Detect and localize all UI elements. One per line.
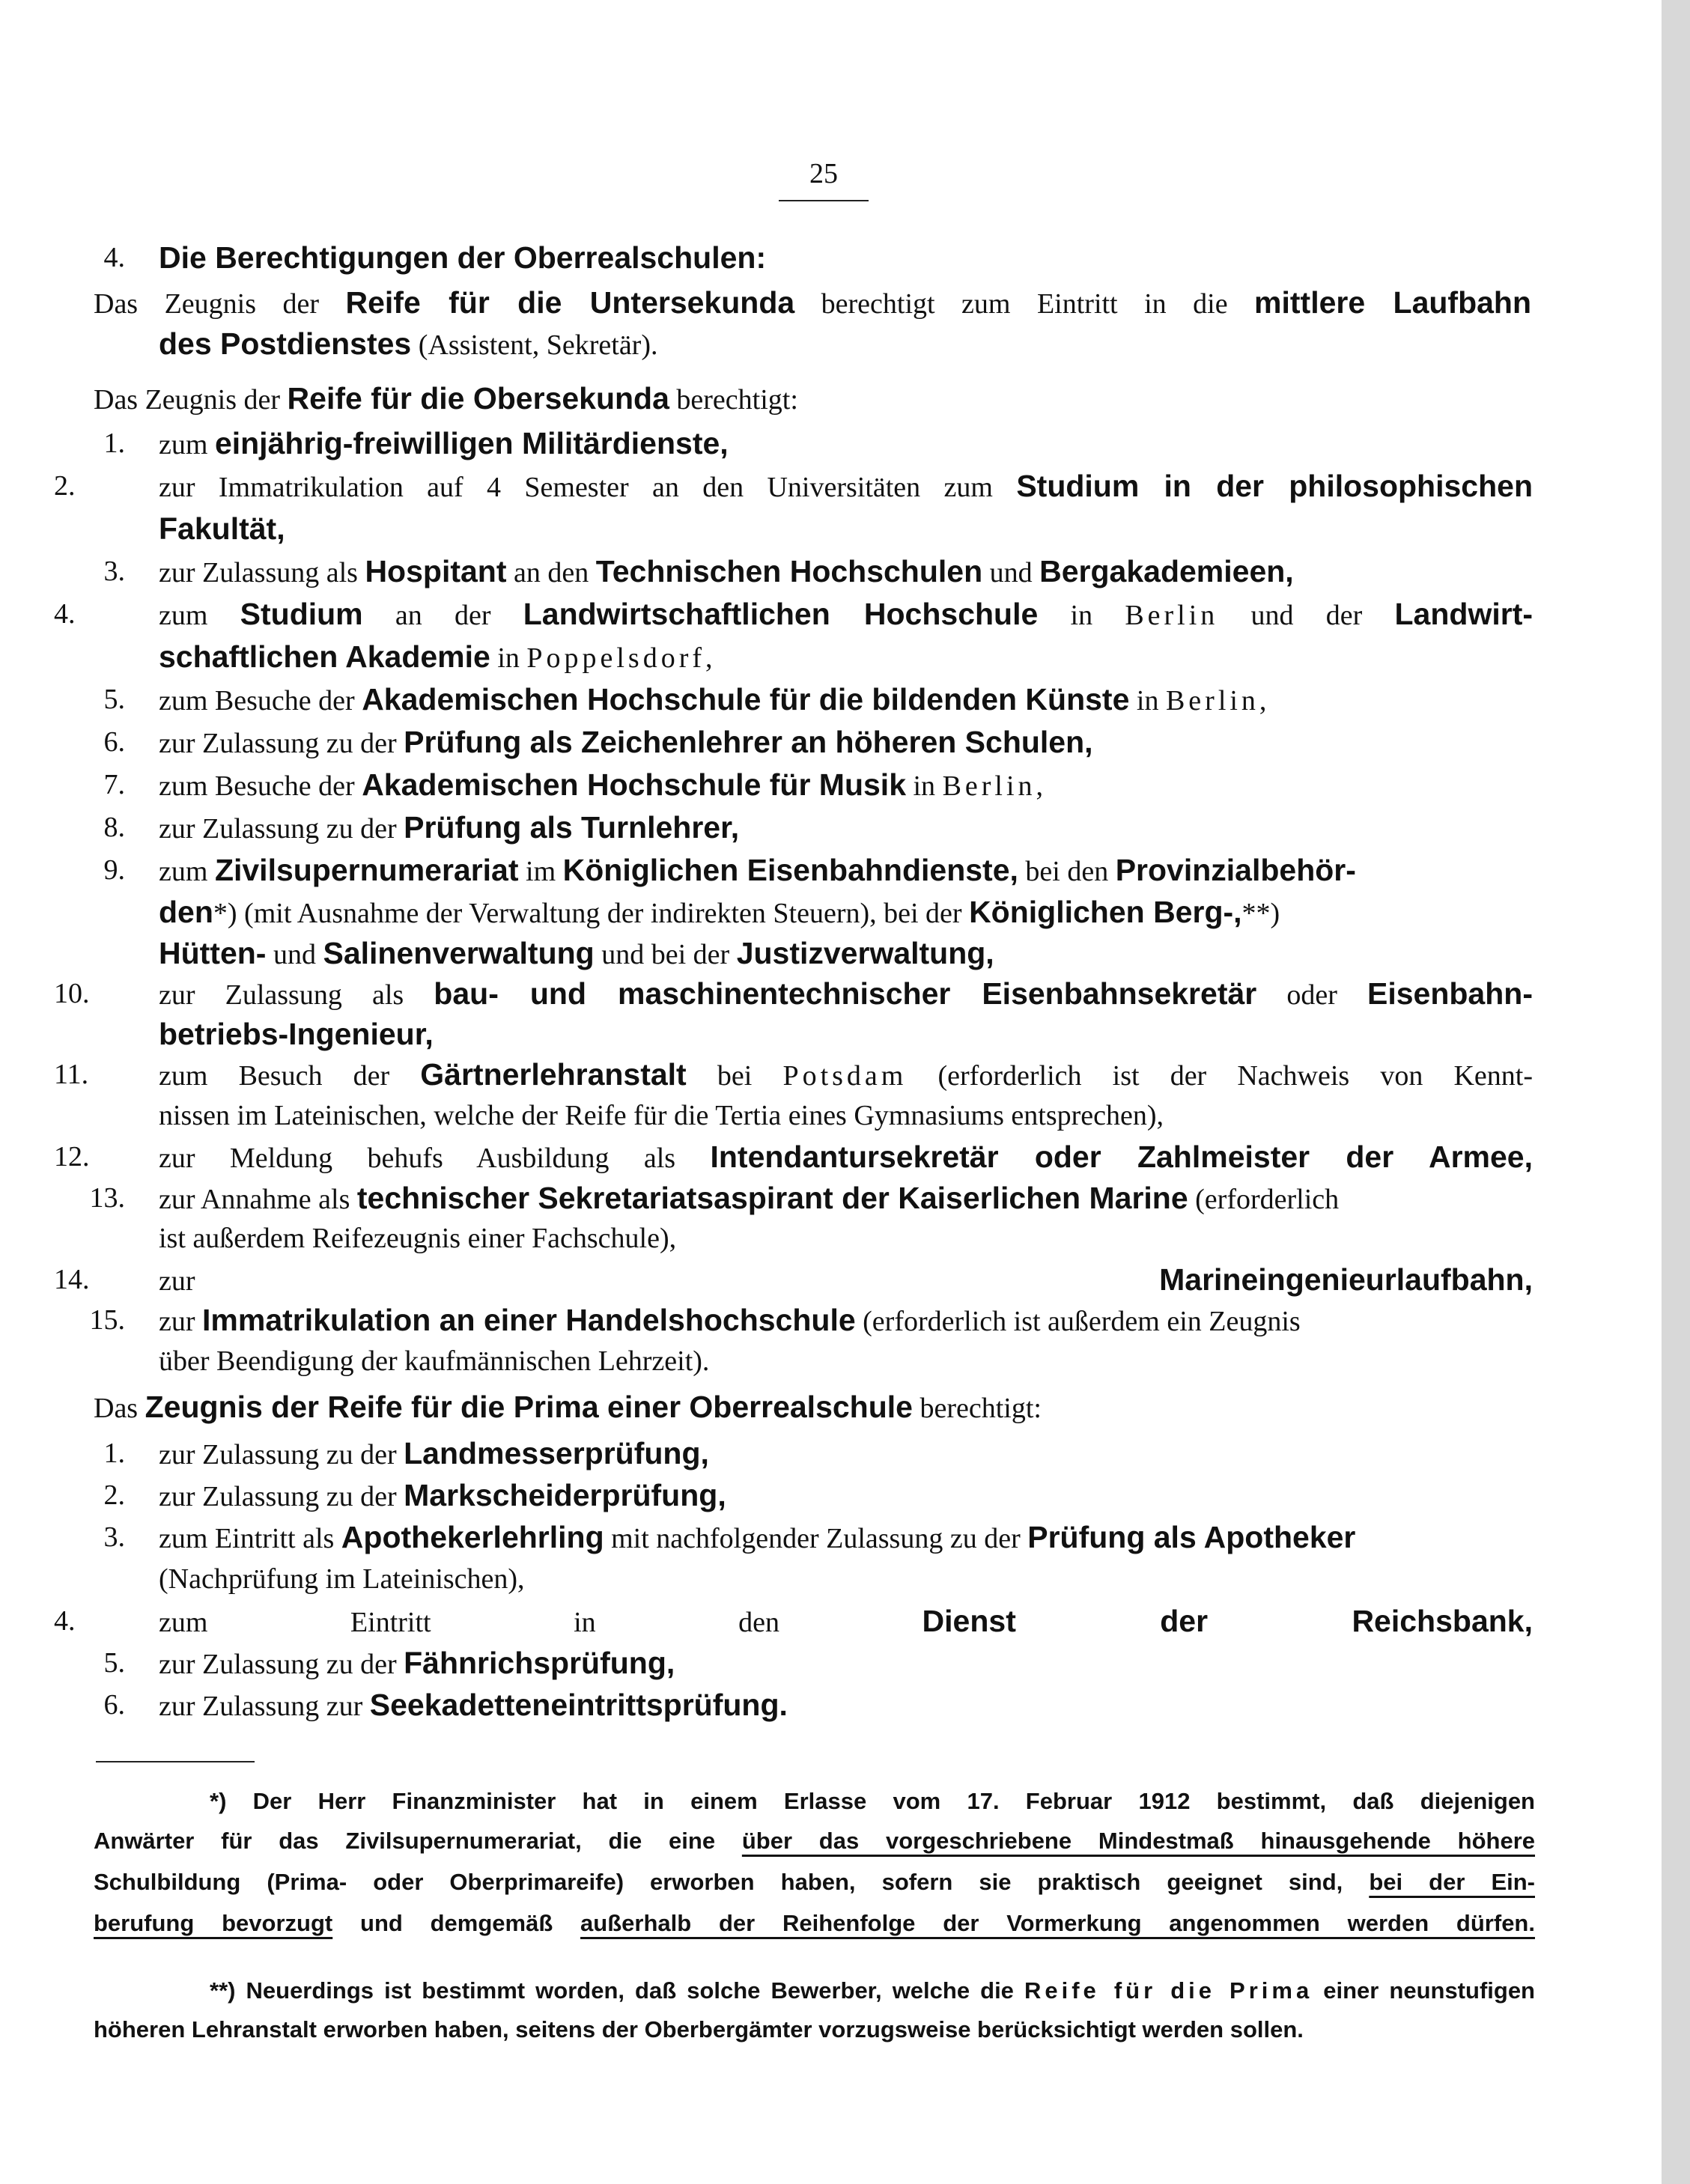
text-run: Schulbildung (Prima- oder Oberprimareife) erworben haben, sofern sie praktisch geeignet sind, xyxy=(94,1869,1370,1895)
text-run: und xyxy=(266,939,323,970)
list-item-line xyxy=(103,763,1533,806)
text-run: im xyxy=(518,856,563,887)
list-item-number: 10. xyxy=(54,978,90,1009)
underlined-run: außerhalb der Reihenfolge der Vormerkung angenommen werden dürfen. xyxy=(580,1910,1535,1936)
text-run: zum Besuche der xyxy=(159,770,362,802)
list-item-line xyxy=(103,1473,1533,1517)
bold-run: technischer Sekretariatsaspirant der Kaiserlichen Marine xyxy=(356,1181,1188,1215)
text-run: Das xyxy=(94,1393,139,1424)
bold-run: Technischen Hochschulen xyxy=(595,554,983,588)
list-item-line xyxy=(159,635,1533,678)
list-item-line xyxy=(103,848,1533,892)
text-run: bei xyxy=(686,1060,783,1092)
underlined-run: berufung bevorzugt xyxy=(94,1910,333,1936)
list-item-number: 5. xyxy=(103,684,125,715)
text-run: zum xyxy=(159,856,215,887)
bold-run: Studium xyxy=(240,597,363,631)
list-item-number: 12. xyxy=(54,1141,90,1172)
list-item-line xyxy=(103,720,1533,764)
text-run: **) Neuerdings ist bestimmt worden, daß solche Bewerber, welche die xyxy=(210,1977,1024,2004)
text-run: zur xyxy=(159,1265,1160,1297)
footnote-line xyxy=(210,1782,1535,1821)
text-run: **) xyxy=(1241,898,1280,929)
list-item-number: 6. xyxy=(103,726,125,758)
text-run: und der xyxy=(1218,600,1395,631)
spaced-run: Potsdam xyxy=(782,1060,908,1092)
list-item-line xyxy=(54,1258,1533,1301)
text-run: zur Zulassung zur xyxy=(159,1691,370,1722)
text-run: über Beendigung der kaufmännischen Lehrzeit). xyxy=(159,1345,710,1377)
spaced-run: Reife für die Prima xyxy=(1024,1977,1313,2004)
bold-run: Markscheiderprüfung, xyxy=(404,1478,726,1512)
text-run: und xyxy=(982,557,1040,588)
list-item-number: 3. xyxy=(103,556,125,587)
list-item-line xyxy=(159,890,1533,934)
list-item-line xyxy=(103,1515,1533,1559)
bold-run: Reife für die Untersekunda xyxy=(345,285,795,320)
text-run: zur Immatrikulation auf 4 Semester an den Universitäten zum xyxy=(159,472,1017,503)
bold-run: Landwirt- xyxy=(1394,597,1533,631)
list-item-number: 4. xyxy=(54,598,76,630)
list-item-line xyxy=(159,507,1533,550)
spaced-run: Berlin, xyxy=(1165,685,1271,717)
text-run: zum xyxy=(159,429,215,460)
footnote-rule xyxy=(96,1761,255,1762)
bold-run: Landmesserprüfung, xyxy=(404,1436,709,1470)
list-item-line xyxy=(159,1094,1533,1137)
bold-run: einjährig-freiwilligen Militärdienste, xyxy=(214,426,729,460)
text-run: (erforderlich ist außerdem ein Zeugnis xyxy=(855,1306,1301,1337)
bold-run: des Postdienstes xyxy=(159,326,412,361)
text-run: zur Zulassung zu der xyxy=(159,1649,404,1680)
page-number: 25 xyxy=(779,152,869,201)
section-heading xyxy=(103,236,1596,279)
list-item-line xyxy=(103,1432,1533,1475)
text-run: Das Zeugnis der xyxy=(94,288,320,320)
list-item-number: 7. xyxy=(103,769,125,800)
list-item-number: 2. xyxy=(54,470,76,502)
prima-intro xyxy=(94,1385,1531,1429)
bold-run: bau- und maschinentechnischer Eisenbahnsekretär xyxy=(434,976,1257,1011)
list-item-number: 2. xyxy=(103,1479,125,1511)
underlined-run: über das vorgeschriebene Mindestmaß hinausgehende höhere xyxy=(741,1828,1536,1854)
bold-run: Justizverwaltung, xyxy=(736,936,994,970)
list-item-number: 11. xyxy=(54,1059,89,1090)
bold-run: Königlichen Eisenbahndienste, xyxy=(562,853,1018,887)
list-item-number: 15. xyxy=(89,1304,125,1336)
bold-run: Akademischen Hochschule für Musik xyxy=(362,767,906,802)
untersekunda-line-1 xyxy=(94,281,1531,324)
text-run: einer neunstufigen xyxy=(1313,1977,1535,2004)
section-title: Die Berechtigungen der Oberrealschulen: xyxy=(159,240,767,275)
text-run: bei den xyxy=(1018,856,1116,887)
list-item-number: 3. xyxy=(103,1521,125,1553)
list-item-number: 1. xyxy=(103,428,125,459)
list-item-line xyxy=(89,1176,1533,1220)
section-number: 4. xyxy=(103,242,125,273)
text-run: zur Zulassung zu der xyxy=(159,813,404,845)
list-item-line xyxy=(159,931,1533,975)
text-run: in xyxy=(1129,685,1166,717)
bold-run: Salinenverwaltung xyxy=(323,936,595,970)
list-item-line xyxy=(103,422,1533,465)
list-item-line xyxy=(89,1298,1533,1342)
bold-run: Prüfung als Zeichenlehrer an höheren Schulen, xyxy=(404,725,1093,759)
bold-run: Gärtnerlehranstalt xyxy=(420,1057,687,1092)
list-item-line xyxy=(54,464,1533,508)
text-run: zur Zulassung zu der xyxy=(159,1481,404,1512)
text-run: (Assistent, Sekretär). xyxy=(418,329,658,361)
spaced-run: Berlin, xyxy=(942,770,1048,802)
list-item-line xyxy=(54,1599,1533,1643)
bold-run: betriebs-Ingenieur, xyxy=(159,1017,434,1051)
bold-run: Immatrikulation an einer Handelshochschule xyxy=(202,1303,856,1337)
bold-run: Dienst der Reichsbank, xyxy=(922,1604,1533,1638)
text-run: in xyxy=(1038,600,1125,631)
list-item-line xyxy=(159,1557,1533,1601)
text-run: berechtigt zum Eintritt in die xyxy=(821,288,1228,320)
text-run: zum Eintritt als xyxy=(159,1523,341,1554)
text-run: (erforderlich xyxy=(1188,1184,1340,1215)
bold-run: Eisenbahn- xyxy=(1367,976,1533,1011)
text-run: zum Eintritt in den xyxy=(159,1607,922,1638)
bold-run: Hütten- xyxy=(159,936,267,970)
text-run: an den xyxy=(506,557,596,588)
footnote-line xyxy=(210,1971,1535,2010)
text-run: mit nachfolgender Zulassung zu der xyxy=(604,1523,1028,1554)
list-item-line xyxy=(159,1217,1533,1260)
text-run: höheren Lehranstalt erworben haben, seitens der Oberbergämter vorzugsweise berücksichtigt werden sollen. xyxy=(94,2016,1304,2042)
text-run: *) (mit Ausnahme der Verwaltung der indirekten Steuern), bei der xyxy=(213,898,970,929)
list-item-line xyxy=(54,972,1533,1015)
text-run: und bei der xyxy=(594,939,737,970)
list-item-line xyxy=(159,1339,1533,1383)
list-item-number: 14. xyxy=(54,1264,90,1295)
bold-run: Prüfung als Apotheker xyxy=(1027,1520,1356,1554)
text-run: in xyxy=(906,770,943,802)
list-item-number: 13. xyxy=(89,1182,125,1214)
text-run: zum xyxy=(159,600,240,631)
footnote-line xyxy=(94,1904,1535,1943)
scan-edge xyxy=(1662,0,1690,2184)
text-run: an der xyxy=(362,600,523,631)
list-item-number: 5. xyxy=(103,1647,125,1679)
bold-run: Hospitant xyxy=(365,554,507,588)
bold-run: Provinzialbehör- xyxy=(1115,853,1356,887)
list-item-number: 9. xyxy=(103,854,125,886)
bold-run: Apothekerlehrling xyxy=(341,1520,604,1554)
text-run: (Nachprüfung im Lateinischen), xyxy=(159,1563,525,1595)
bold-run: Landwirtschaftlichen Hochschule xyxy=(523,597,1039,631)
list-item-number: 8. xyxy=(103,812,125,843)
text-run: berechtigt: xyxy=(676,384,798,416)
list-item-number: 6. xyxy=(103,1689,125,1721)
bold-run: Reife für die Obersekunda xyxy=(287,381,669,416)
untersekunda-line-2 xyxy=(159,322,1596,365)
text-run: *) Der Herr Finanzminister hat in einem Erlasse vom 17. Februar 1912 bestimmt, daß diejenigen xyxy=(210,1788,1535,1814)
footnote-line xyxy=(94,1822,1535,1861)
text-run: zur xyxy=(159,1306,203,1337)
bold-run: den xyxy=(159,895,213,929)
obersekunda-intro xyxy=(94,377,1531,420)
bold-run: Intendantursekretär oder Zahlmeister der Armee, xyxy=(710,1140,1533,1174)
text-run: zur Zulassung zu der xyxy=(159,1439,404,1470)
bold-run: Zivilsupernumerariat xyxy=(214,853,519,887)
text-run: zur Annahme als xyxy=(159,1184,357,1215)
text-run: zur Zulassung als xyxy=(159,979,434,1011)
list-item-line xyxy=(103,1641,1533,1685)
list-item-line xyxy=(103,806,1533,849)
footnote-line xyxy=(94,2010,1535,2049)
list-item-line xyxy=(103,678,1533,721)
list-item-line xyxy=(54,1135,1533,1178)
bold-run: Akademischen Hochschule für die bildenden Künste xyxy=(362,682,1130,717)
list-item-line xyxy=(54,1053,1534,1096)
spaced-run: Poppelsdorf, xyxy=(526,642,717,674)
bold-run: Königlichen Berg-, xyxy=(969,895,1242,929)
text-run: Anwärter für das Zivilsupernumerariat, die eine xyxy=(94,1828,742,1854)
text-run: (erforderlich ist der Nachweis von Kennt- xyxy=(907,1060,1534,1092)
text-run: oder xyxy=(1256,979,1367,1011)
list-item-line xyxy=(103,1683,1533,1727)
text-run: berechtigt: xyxy=(920,1393,1042,1424)
text-run: nissen im Lateinischen, welche der Reife für die Tertia eines Gymnasiums entsprechen), xyxy=(159,1100,1164,1131)
bold-run: schaftlichen Akademie xyxy=(159,639,490,674)
text-run: zum Besuch der xyxy=(159,1060,421,1092)
text-run: ist außerdem Reifezeugnis einer Fachschule), xyxy=(159,1223,677,1254)
bold-run: Bergakademieen, xyxy=(1039,554,1294,588)
text-run: zur Zulassung zu der xyxy=(159,728,404,759)
list-item-number: 4. xyxy=(54,1605,76,1637)
text-run: in xyxy=(490,642,527,674)
text-run: Das Zeugnis der xyxy=(94,384,281,416)
bold-run: Fakultät, xyxy=(159,511,285,546)
text-run: und demgemäß xyxy=(332,1910,581,1936)
list-item-line xyxy=(54,592,1533,636)
bold-run: Zeugnis der Reife für die Prima einer Oberrealschule xyxy=(145,1390,913,1424)
bold-run: mittlere Laufbahn xyxy=(1254,285,1532,320)
text-run: zur Meldung behufs Ausbildung als xyxy=(159,1143,711,1174)
bold-run: Marineingenieurlaufbahn, xyxy=(1159,1262,1533,1297)
text-run: zur Zulassung als xyxy=(159,557,365,588)
list-item-line xyxy=(103,550,1533,593)
text-run: zum Besuche der xyxy=(159,685,362,717)
footnote-line xyxy=(94,1863,1535,1902)
bold-run: Seekadetteneintrittsprüfung. xyxy=(369,1688,788,1722)
bold-run: Studium in der philosophischen xyxy=(1016,469,1533,503)
list-item-line xyxy=(159,1012,1533,1056)
list-item-number: 1. xyxy=(103,1438,125,1469)
bold-run: Fähnrichsprüfung, xyxy=(404,1646,675,1680)
spaced-run: Berlin xyxy=(1125,600,1219,631)
bold-run: Prüfung als Turnlehrer, xyxy=(404,810,740,845)
underlined-run: bei der Ein- xyxy=(1369,1869,1535,1895)
